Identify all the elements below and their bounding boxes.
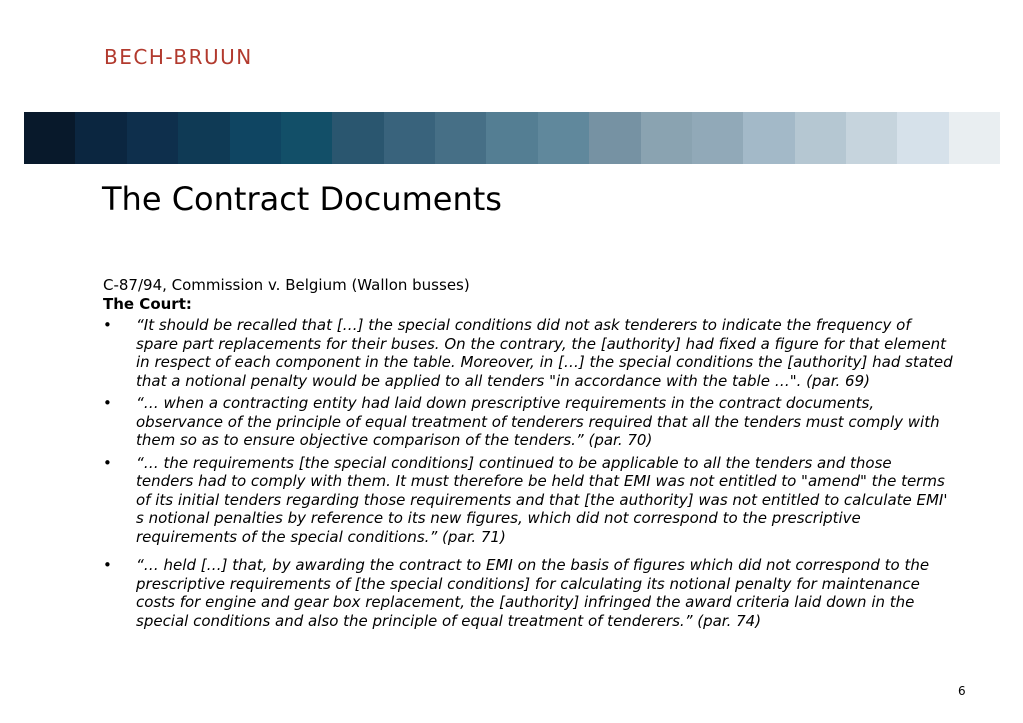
quote-list xyxy=(103,316,953,630)
gradient-band-cell xyxy=(486,112,537,164)
gradient-band-cell xyxy=(24,112,75,164)
slide-body xyxy=(103,276,953,634)
quote-item xyxy=(103,316,953,390)
slide-title: The Contract Documents xyxy=(102,180,502,218)
gradient-band-cell xyxy=(949,112,1000,164)
quote-item xyxy=(103,394,953,450)
quote-text: “… held […] that, by awarding the contract to EMI on the basis of figures which did not correspond to the prescriptive requirements of [the special conditions] for calculating its notional penalty for maintenance costs for engine and gear box replacement, the [authority] infringed the award criteria laid down in the special conditions and also the principle of equal treatment of tenderers.” (par. 74) xyxy=(136,556,930,630)
gradient-band-cell xyxy=(435,112,486,164)
gradient-band-cell xyxy=(281,112,332,164)
gradient-band-cell xyxy=(127,112,178,164)
bullet-icon: • xyxy=(103,453,112,472)
company-logo: BECH-BRUUN xyxy=(104,45,253,69)
gradient-band-cell xyxy=(75,112,126,164)
bullet-icon: • xyxy=(103,394,112,412)
quote-text: “… the requirements [the special conditions] continued to be applicable to all the tenders and those tenders had to comply with them. It must therefore be held that EMI was not entitled to "amend" the terms of its initial tenders regarding those requirements and that [the authority] was not entitled to calculate EMI' s notional penalties by reference to its new figures, which did not correspond to the prescriptive requirements of the special conditions.” (par. 71) xyxy=(136,453,948,546)
gradient-band-cell xyxy=(384,112,435,164)
page-number: 6 xyxy=(958,684,966,698)
gradient-band-cell xyxy=(230,112,281,164)
case-reference: C-87/94, Commission v. Belgium (Wallon busses) xyxy=(103,276,470,294)
gradient-band-cell xyxy=(846,112,897,164)
gradient-band-cell xyxy=(743,112,794,164)
gradient-band-cell xyxy=(178,112,229,164)
quote-item xyxy=(103,556,953,630)
gradient-band-cell xyxy=(589,112,640,164)
bullet-icon: • xyxy=(103,316,112,334)
court-label: The Court: xyxy=(103,294,192,313)
quote-text: “It should be recalled that […] the special conditions did not ask tenderers to indicate the frequency of spare part replacements for their buses. On the contrary, the [authority] had fixed a figure for that element in respect of each component in the table. Moreover, in […] the special conditions the [authority] had stated that a notional penalty would be applied to all tenders "in accordance with the table …". (par. 69) xyxy=(136,316,953,390)
quote-item xyxy=(103,454,953,547)
gradient-band-cell xyxy=(795,112,846,164)
header-gradient-band xyxy=(24,112,1000,164)
gradient-band-cell xyxy=(692,112,743,164)
gradient-band-cell xyxy=(538,112,589,164)
gradient-band-cell xyxy=(897,112,948,164)
quote-text: “… when a contracting entity had laid down prescriptive requirements in the contract documents, observance of the principle of equal treatment of tenderers required that all the tenders must comply with them so as to ensure objective comparison of the tenders.” (par. 70) xyxy=(136,394,940,449)
gradient-band-cell xyxy=(332,112,383,164)
gradient-band-cell xyxy=(641,112,692,164)
bullet-icon: • xyxy=(103,556,112,574)
